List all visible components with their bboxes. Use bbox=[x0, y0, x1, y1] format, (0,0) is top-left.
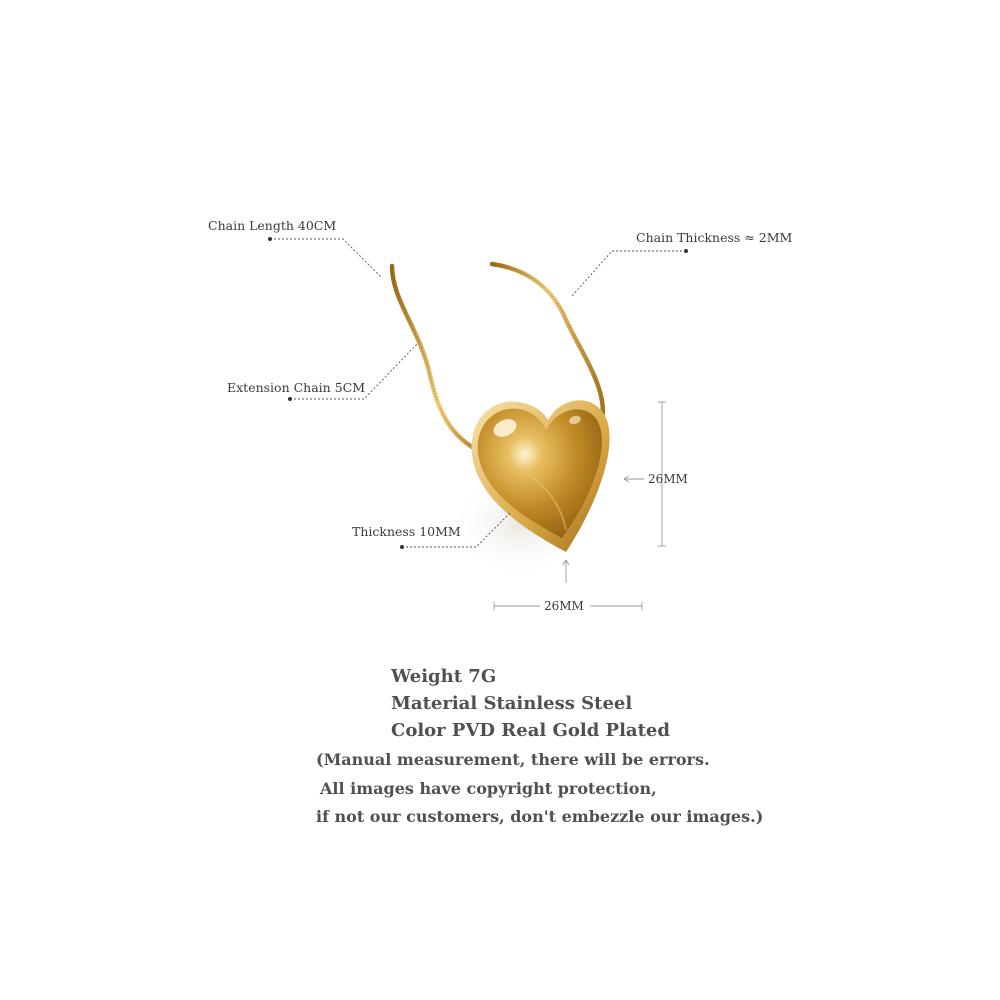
label-thickness: Thickness 10MM bbox=[352, 524, 461, 539]
spec-color: Color PVD Real Gold Plated bbox=[391, 720, 670, 741]
label-extension-chain: Extension Chain 5CM bbox=[227, 380, 366, 395]
note-line-2: All images have copyright protection, bbox=[320, 779, 657, 798]
chain-left bbox=[392, 266, 486, 455]
label-chain-length: Chain Length 40CM bbox=[208, 218, 337, 233]
leader-chain-length bbox=[270, 239, 382, 278]
spec-weight: Weight 7G bbox=[391, 666, 497, 687]
dot-chain-thickness bbox=[684, 249, 688, 253]
leader-chain-thickness bbox=[572, 251, 686, 296]
dot-thickness bbox=[400, 545, 404, 549]
label-width: 26MM bbox=[544, 599, 584, 613]
spec-material: Material Stainless Steel bbox=[391, 693, 633, 714]
note-line-1: (Manual measurement, there will be errors. bbox=[316, 750, 710, 769]
dot-extension-chain bbox=[288, 397, 292, 401]
label-chain-thickness: Chain Thickness ≈ 2MM bbox=[636, 230, 793, 245]
note-line-3: if not our customers, don't embezzle our images.) bbox=[316, 807, 764, 826]
dot-chain-length bbox=[268, 237, 272, 241]
label-height: 26MM bbox=[648, 472, 688, 486]
